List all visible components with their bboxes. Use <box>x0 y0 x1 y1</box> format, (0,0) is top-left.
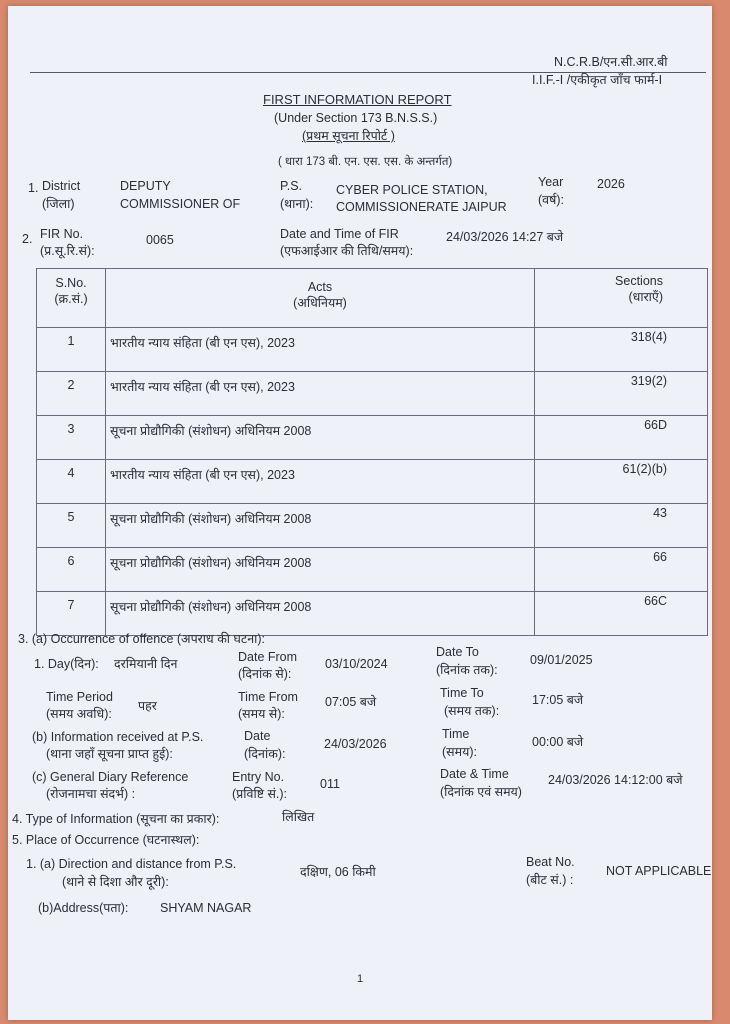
row-section: 43 <box>535 504 708 548</box>
sno-header <box>37 269 106 328</box>
year-label: Year <box>538 175 564 189</box>
row-section: 66C <box>535 592 708 636</box>
entry-no-label-hindi: (प्रविष्टि सं.): <box>232 787 288 801</box>
date-from-value: 03/10/2024 <box>325 657 388 671</box>
beat-no-label-hindi: (बीट सं.) : <box>526 873 574 887</box>
row-sno: 2 <box>37 372 106 416</box>
year-value: 2026 <box>597 177 625 191</box>
info-time-label: Time <box>442 727 470 741</box>
row-sno: 7 <box>37 592 106 636</box>
gd-datetime-value: 24/03/2026 14:12:00 बजे <box>548 773 683 787</box>
info-time-value: 00:00 बजे <box>532 735 584 749</box>
page-number: 1 <box>357 973 364 985</box>
acts-sections-table <box>36 268 708 636</box>
row-section: 318(4) <box>535 328 708 372</box>
fir-number-label-hindi: (प्र.सू.रि.सं): <box>40 244 95 258</box>
table-row <box>37 548 708 592</box>
row-act: भारतीय न्याय संहिता (बी एन एस), 2023 <box>106 372 535 416</box>
row-section: 319(2) <box>535 372 708 416</box>
row-section: 66D <box>535 416 708 460</box>
day-value: दरमियानी दिन <box>114 657 178 671</box>
time-to-value: 17:05 बजे <box>532 693 584 707</box>
row-sno: 3 <box>37 416 106 460</box>
document-subtitle: (Under Section 173 B.N.S.S.) <box>274 111 438 125</box>
time-period-label: Time Period <box>46 690 113 704</box>
district-label: District <box>42 179 81 193</box>
general-diary-label-hindi: (रोजनामचा संदर्भ) : <box>46 787 136 801</box>
row-act: सूचना प्रोद्यौगिकी (संशोधन) अधिनियम 2008 <box>106 592 535 636</box>
fir-number-label: FIR No. <box>40 227 84 241</box>
date-from-label-hindi: (दिनांक से): <box>238 667 292 681</box>
beat-no-label: Beat No. <box>526 855 575 869</box>
table-row <box>37 504 708 548</box>
acts-header-label: Acts <box>307 280 333 294</box>
place-of-occurrence-label: 5. Place of Occurrence (घटनास्थल): <box>12 833 200 847</box>
time-from-label-hindi: (समय से): <box>238 707 285 721</box>
fir-datetime-value: 24/03/2026 14:27 बजे <box>446 230 564 244</box>
ps-value-line1: CYBER POLICE STATION, <box>336 183 488 197</box>
row-act: सूचना प्रोद्यौगिकी (संशोधन) अधिनियम 2008 <box>106 416 535 460</box>
day-label: 1. Day(दिन): <box>34 657 99 671</box>
time-from-label: Time From <box>238 690 298 704</box>
info-type-label: 4. Type of Information (सूचना का प्रकार): <box>12 812 220 826</box>
table-header-row <box>37 269 708 328</box>
ps-value-line2: COMMISSIONERATE JAIPUR <box>336 200 507 214</box>
ncrb-label: N.C.R.B/एन.सी.आर.बी <box>554 55 668 69</box>
year-label-hindi: (वर्ष): <box>538 193 564 207</box>
row-sno: 5 <box>37 504 106 548</box>
section-2-number: 2. <box>22 232 33 246</box>
table-row <box>37 328 708 372</box>
info-date-label: Date <box>244 729 271 743</box>
acts-header <box>106 269 535 328</box>
document-title: FIRST INFORMATION REPORT <box>263 92 452 107</box>
gd-datetime-label-hindi: (दिनांक एवं समय) <box>440 785 522 799</box>
section-1-number: 1. <box>28 181 39 195</box>
ps-label: P.S. <box>280 179 303 193</box>
row-act: सूचना प्रोद्यौगिकी (संशोधन) अधिनियम 2008 <box>106 548 535 592</box>
sno-header-label: S.No. <box>55 276 87 290</box>
ps-label-hindi: (थाना): <box>280 197 314 211</box>
row-act: भारतीय न्याय संहिता (बी एन एस), 2023 <box>106 328 535 372</box>
info-received-label-hindi: (थाना जहाँ सूचना प्राप्त हुई): <box>46 747 173 761</box>
time-from-value: 07:05 बजे <box>325 695 377 709</box>
district-value-line1: DEPUTY <box>120 179 171 193</box>
time-period-value: पहर <box>138 699 157 713</box>
fir-document <box>8 6 712 1020</box>
time-to-label-hindi: (समय तक): <box>444 704 500 718</box>
info-type-value: लिखित <box>282 810 315 824</box>
table-row <box>37 460 708 504</box>
date-to-value: 09/01/2025 <box>530 653 593 667</box>
direction-label: 1. (a) Direction and distance from P.S. <box>26 857 237 871</box>
sections-header-label-hindi: (धाराएँ) <box>628 290 663 304</box>
sections-header-label: Sections <box>615 274 663 288</box>
acts-header-label-hindi: (अधिनियम) <box>293 296 347 310</box>
gd-datetime-label: Date & Time <box>440 767 509 781</box>
fir-datetime-label-hindi: (एफआईआर की तिथि/समय): <box>280 244 414 258</box>
sno-header-label-hindi: (क्र.सं.) <box>54 292 88 306</box>
row-sno: 4 <box>37 460 106 504</box>
document-subtitle-hindi: ( धारा 173 बी. एन. एस. एस. के अन्तर्गत) <box>278 156 453 168</box>
iif-label: I.I.F.-I /एकीकृत जाँच फार्म-I <box>532 73 663 87</box>
info-date-label-hindi: (दिनांक): <box>244 747 286 761</box>
address-value: SHYAM NAGAR <box>160 901 252 915</box>
direction-label-hindi: (थाने से दिशा और दूरी): <box>62 875 169 889</box>
table-row <box>37 592 708 636</box>
date-to-label: Date To <box>436 645 479 659</box>
general-diary-label: (c) General Diary Reference <box>32 770 189 784</box>
entry-no-value: 011 <box>320 777 340 791</box>
document-title-hindi: (प्रथम सूचना रिपोर्ट ) <box>302 129 395 143</box>
row-section: 61(2)(b) <box>535 460 708 504</box>
info-received-label: (b) Information received at P.S. <box>32 730 204 744</box>
table-row <box>37 416 708 460</box>
fir-datetime-label: Date and Time of FIR <box>280 227 399 241</box>
direction-value: दक्षिण, 06 किमी <box>300 865 376 879</box>
row-act: सूचना प्रोद्यौगिकी (संशोधन) अधिनियम 2008 <box>106 504 535 548</box>
row-sno: 1 <box>37 328 106 372</box>
info-date-value: 24/03/2026 <box>324 737 387 751</box>
beat-no-value: NOT APPLICABLE <box>606 864 712 878</box>
district-label-hindi: (जिला) <box>42 197 75 211</box>
row-act: भारतीय न्याय संहिता (बी एन एस), 2023 <box>106 460 535 504</box>
row-sno: 6 <box>37 548 106 592</box>
row-section: 66 <box>535 548 708 592</box>
address-label: (b)Address(पता): <box>38 901 129 915</box>
district-value-line2: COMMISSIONER OF <box>120 197 241 211</box>
table-row <box>37 372 708 416</box>
date-to-label-hindi: (दिनांक तक): <box>436 663 498 677</box>
occurrence-heading: 3. (a) Occurrence of offence (अपराध की घटना): <box>18 632 266 646</box>
time-period-label-hindi: (समय अवधि): <box>46 707 112 721</box>
entry-no-label: Entry No. <box>232 770 285 784</box>
fir-number-value: 0065 <box>146 233 174 247</box>
time-to-label: Time To <box>440 686 484 700</box>
info-time-label-hindi: (समय): <box>442 745 477 759</box>
sections-header <box>535 269 708 328</box>
date-from-label: Date From <box>238 650 298 664</box>
